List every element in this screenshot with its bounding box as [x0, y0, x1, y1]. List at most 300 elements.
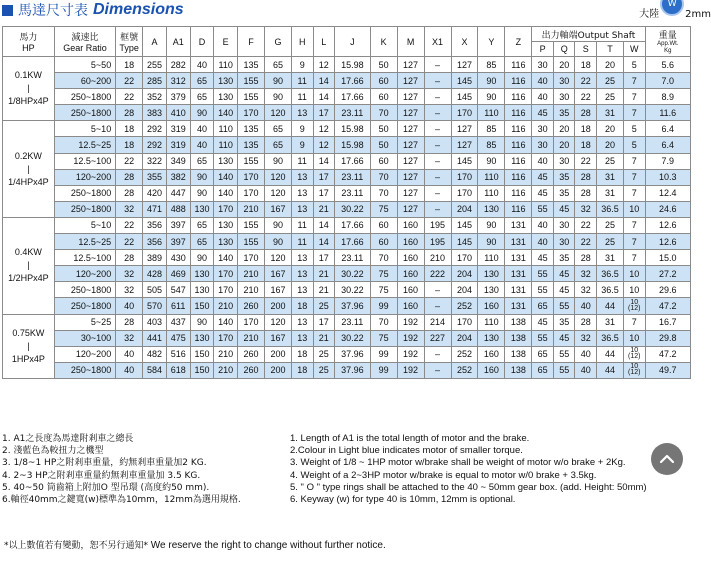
value-cell: 14 [313, 217, 335, 233]
value-cell: 127 [397, 169, 424, 185]
value-cell: 70 [370, 314, 397, 330]
value-cell: 32 [575, 266, 597, 282]
note-line: 5. " O " type rings shall be attached to the 40 ~ 50mm gear box. (add. Height: 50mm) [290, 481, 647, 493]
value-cell: 37.96 [335, 362, 371, 378]
value-cell: 90 [478, 89, 505, 105]
value-cell: 155 [238, 217, 265, 233]
value-cell: 90 [478, 234, 505, 250]
value-cell: 65 [190, 217, 214, 233]
value-cell: 30.22 [335, 330, 371, 346]
value-cell: 22 [116, 73, 143, 89]
gear-ratio-cell: 250~1800 [54, 105, 115, 121]
gear-ratio-cell: 250~1800 [54, 282, 115, 298]
value-cell: 25 [597, 234, 624, 250]
value-cell: 319 [166, 121, 190, 137]
col-letter: K [370, 27, 397, 57]
value-cell: 210 [238, 201, 265, 217]
value-cell: 131 [505, 282, 532, 298]
value-cell: 127 [451, 57, 478, 73]
value-cell: 252 [451, 362, 478, 378]
value-cell: 40 [532, 217, 554, 233]
value-cell: 11 [291, 217, 313, 233]
value-cell: 28 [116, 105, 143, 121]
value-cell: 120 [264, 314, 291, 330]
value-cell: 150 [190, 362, 214, 378]
table-row [3, 266, 691, 282]
value-cell: 49.7 [645, 362, 690, 378]
chevron-up-icon [659, 454, 675, 464]
value-cell: 13 [291, 314, 313, 330]
value-cell: 110 [214, 121, 238, 137]
value-cell: 10.3 [645, 169, 690, 185]
value-cell: 13 [291, 169, 313, 185]
value-cell: 23.11 [335, 169, 371, 185]
value-cell: 170 [451, 314, 478, 330]
value-cell: 210 [214, 298, 238, 314]
value-cell: 110 [478, 250, 505, 266]
value-cell: 40 [116, 298, 143, 314]
value-cell: 90 [190, 250, 214, 266]
hp-line: 0.1KW [14, 70, 42, 81]
footer-cn: *以上數值若有變動，恕不另行通知* [4, 541, 149, 551]
value-cell: 90 [264, 217, 291, 233]
value-cell: 7 [624, 234, 646, 250]
value-cell: 14 [313, 234, 335, 250]
value-cell: 127 [397, 201, 424, 217]
value-cell: 120 [264, 250, 291, 266]
table-row [3, 217, 691, 233]
note-line: 6.軸徑40mm之鍵寬(w)標準為10mm，12mm為選用規格. [2, 495, 241, 506]
col-shaft-letter: P [532, 42, 554, 57]
value-cell: 135 [238, 137, 265, 153]
table-row [3, 73, 691, 89]
w-badge-icon: W [660, 0, 684, 16]
value-cell: 32 [116, 201, 143, 217]
value-cell: 8.9 [645, 89, 690, 105]
hp-line: | [27, 340, 30, 351]
value-cell: 210 [238, 282, 265, 298]
table-row [3, 298, 691, 314]
value-cell: 18 [575, 57, 597, 73]
value-cell: 110 [214, 57, 238, 73]
hp-cell [3, 217, 55, 314]
value-cell: 30 [532, 121, 554, 137]
table-row [3, 105, 691, 121]
value-cell: – [424, 298, 451, 314]
value-cell: 145 [451, 73, 478, 89]
value-cell: 138 [505, 330, 532, 346]
value-cell: 120 [264, 185, 291, 201]
value-cell: 130 [190, 266, 214, 282]
value-cell: 437 [166, 314, 190, 330]
value-cell: 7 [624, 250, 646, 266]
value-cell: 65 [190, 89, 214, 105]
value-cell: 204 [451, 330, 478, 346]
value-cell: 150 [190, 298, 214, 314]
table-row [3, 169, 691, 185]
value-cell: 116 [505, 153, 532, 169]
value-cell: 21 [313, 266, 335, 282]
value-cell: 28 [116, 250, 143, 266]
value-cell: 15.0 [645, 250, 690, 266]
value-cell: 45 [553, 282, 575, 298]
value-cell: 11 [291, 153, 313, 169]
value-cell: 260 [238, 362, 265, 378]
value-cell: 40 [575, 362, 597, 378]
value-cell: 200 [264, 362, 291, 378]
gear-ratio-cell: 5~10 [54, 217, 115, 233]
value-cell: 356 [143, 234, 167, 250]
table-row [3, 250, 691, 266]
value-cell: 22 [575, 234, 597, 250]
value-cell: 20 [597, 57, 624, 73]
value-cell: 55 [553, 362, 575, 378]
col-shaft-letter: S [575, 42, 597, 57]
value-cell: 70 [370, 105, 397, 121]
corner-note [639, 0, 711, 20]
value-cell: 145 [451, 89, 478, 105]
value-cell: 25 [597, 73, 624, 89]
gear-ratio-cell: 250~1800 [54, 201, 115, 217]
corner-suffix: 2mm [685, 9, 711, 20]
value-cell: 18 [291, 298, 313, 314]
note-line: 6. Keyway (w) for type 40 is 10mm, 12mm is optional. [290, 494, 516, 506]
value-cell: 516 [166, 346, 190, 362]
value-cell: 155 [238, 234, 265, 250]
table-row [3, 57, 691, 73]
value-cell: 12.4 [645, 185, 690, 201]
value-cell: 45 [532, 314, 554, 330]
value-cell: 55 [553, 298, 575, 314]
gear-ratio-cell: 120~200 [54, 169, 115, 185]
table-row [3, 121, 691, 137]
gear-ratio-cell: 120~200 [54, 346, 115, 362]
value-cell: 31 [597, 105, 624, 121]
value-cell: 7 [624, 185, 646, 201]
gear-ratio-cell: 5~50 [54, 57, 115, 73]
value-cell: 7 [624, 314, 646, 330]
value-cell: 116 [505, 137, 532, 153]
value-cell: 192 [397, 346, 424, 362]
value-cell: 135 [238, 121, 265, 137]
value-cell: 170 [238, 314, 265, 330]
value-cell: 138 [505, 314, 532, 330]
hp-line: | [27, 163, 30, 174]
value-cell: 130 [214, 234, 238, 250]
value-cell: 90 [264, 73, 291, 89]
value-cell: 18 [116, 137, 143, 153]
col-letter: A [143, 27, 167, 57]
title-square-icon [2, 5, 13, 16]
value-cell: 145 [451, 153, 478, 169]
value-cell: 14 [313, 89, 335, 105]
value-cell: 155 [238, 153, 265, 169]
value-cell: 90 [264, 234, 291, 250]
value-cell: 22 [575, 73, 597, 89]
value-cell: 40 [532, 89, 554, 105]
value-cell: 16.7 [645, 314, 690, 330]
value-cell: 285 [143, 73, 167, 89]
value-cell: 45 [553, 266, 575, 282]
value-cell: 65 [190, 234, 214, 250]
value-cell: 37.96 [335, 298, 371, 314]
note-line: 1. A1之長度為馬達附剎車之總長 [2, 434, 134, 444]
value-cell: 28 [116, 169, 143, 185]
gear-ratio-cell: 250~1800 [54, 362, 115, 378]
value-cell: 18 [116, 121, 143, 137]
value-cell: 195 [424, 217, 451, 233]
value-cell: 65 [190, 73, 214, 89]
value-cell: 192 [397, 314, 424, 330]
value-cell: 352 [143, 89, 167, 105]
value-cell: 24.6 [645, 201, 690, 217]
value-cell: 17.66 [335, 217, 371, 233]
hp-cell [3, 314, 55, 378]
col-letter: Y [478, 27, 505, 57]
value-cell: 5 [624, 57, 646, 73]
value-cell: 85 [478, 57, 505, 73]
value-cell: 355 [143, 169, 167, 185]
value-cell: 99 [370, 346, 397, 362]
value-cell: 160 [397, 266, 424, 282]
value-cell: 170 [451, 105, 478, 121]
hp-line: 0.4KW [14, 247, 42, 258]
value-cell: 260 [238, 298, 265, 314]
value-cell: 50 [370, 121, 397, 137]
value-cell: 99 [370, 362, 397, 378]
value-cell: 138 [505, 346, 532, 362]
note-line: 2.Colour in Light blue indicates motor of smaller torque. [290, 445, 523, 457]
value-cell: 131 [505, 234, 532, 250]
value-cell: 50 [370, 57, 397, 73]
value-cell: 9 [291, 137, 313, 153]
value-cell: 40 [575, 298, 597, 314]
value-cell: 282 [166, 57, 190, 73]
value-cell: 30 [532, 57, 554, 73]
value-cell: 22 [575, 217, 597, 233]
value-cell: 447 [166, 185, 190, 201]
value-cell: 260 [238, 346, 265, 362]
value-cell: 17 [313, 185, 335, 201]
notes-english [290, 433, 647, 506]
col-letter: X1 [424, 27, 451, 57]
value-cell: 45 [532, 250, 554, 266]
value-cell: 32 [116, 266, 143, 282]
value-cell: 130 [214, 217, 238, 233]
value-cell: 60 [370, 73, 397, 89]
value-cell: 204 [451, 201, 478, 217]
value-cell: 140 [214, 250, 238, 266]
value-cell: 85 [478, 121, 505, 137]
value-cell: 222 [424, 266, 451, 282]
value-cell: 210 [238, 330, 265, 346]
col-letter: Z [505, 27, 532, 57]
note-line: 1. Length of A1 is the total length of motor and the brake. [290, 433, 530, 444]
value-cell: 130 [190, 282, 214, 298]
value-cell: 25 [597, 217, 624, 233]
value-cell: 505 [143, 282, 167, 298]
value-cell: 441 [143, 330, 167, 346]
value-cell: 570 [143, 298, 167, 314]
value-cell: 15.98 [335, 57, 371, 73]
value-cell: 356 [143, 217, 167, 233]
value-cell: – [424, 57, 451, 73]
value-cell: 11 [291, 73, 313, 89]
value-cell: 17.66 [335, 234, 371, 250]
value-cell: 30.22 [335, 201, 371, 217]
value-cell: – [424, 89, 451, 105]
value-cell: 214 [424, 314, 451, 330]
value-cell: 90 [190, 105, 214, 121]
gear-ratio-cell: 30~100 [54, 330, 115, 346]
value-cell: 482 [143, 346, 167, 362]
value-cell: 584 [143, 362, 167, 378]
value-cell: 140 [214, 169, 238, 185]
value-cell: 25 [313, 298, 335, 314]
value-cell [624, 362, 646, 378]
value-cell: 40 [116, 362, 143, 378]
value-cell: 110 [214, 137, 238, 153]
value-cell: 23.11 [335, 185, 371, 201]
hp-cell [3, 121, 55, 218]
value-cell: 30.22 [335, 266, 371, 282]
col-letter: A1 [166, 27, 190, 57]
value-cell: 252 [451, 346, 478, 362]
value-cell: 20 [553, 121, 575, 137]
scroll-to-top-button[interactable] [651, 443, 683, 475]
value-cell: 135 [238, 57, 265, 73]
note-line: 3. Weight of 1/8 ~ 1HP motor w/brake shall be weight of motor w/o brake + 2Kg. [290, 457, 626, 469]
value-cell: 90 [478, 217, 505, 233]
value-cell: 90 [264, 153, 291, 169]
hp-line: 1HPx4P [11, 353, 45, 364]
gear-ratio-cell: 5~10 [54, 121, 115, 137]
value-cell: 99 [370, 298, 397, 314]
value-cell: 12 [313, 137, 335, 153]
value-cell: 116 [505, 105, 532, 121]
value-cell: 170 [451, 169, 478, 185]
col-letter: L [313, 27, 335, 57]
value-cell: 170 [214, 266, 238, 282]
value-cell: 131 [505, 217, 532, 233]
value-cell: 40 [532, 153, 554, 169]
hp-line: | [27, 83, 30, 94]
value-cell: 150 [190, 346, 214, 362]
value-cell: 420 [143, 185, 167, 201]
value-cell: 5.6 [645, 57, 690, 73]
value-cell: 170 [238, 105, 265, 121]
value-cell: 11 [291, 234, 313, 250]
value-cell: 90 [264, 89, 291, 105]
value-cell: 90 [478, 153, 505, 169]
col-letter: M [397, 27, 424, 57]
value-cell: 36.5 [597, 330, 624, 346]
keyway-width-values: 10 (12) [628, 347, 641, 361]
value-cell: 55 [532, 330, 554, 346]
gear-ratio-cell: 12.5~25 [54, 137, 115, 153]
value-cell: – [424, 346, 451, 362]
note-line: 3. 1/8~1 HP之附剎車重量，約無剎車重量加2 KG. [2, 458, 207, 469]
value-cell: 31 [597, 185, 624, 201]
value-cell: 116 [505, 89, 532, 105]
value-cell: 13 [291, 282, 313, 298]
hp-line: 0.2KW [14, 150, 42, 161]
value-cell: 17 [313, 314, 335, 330]
value-cell: 140 [214, 185, 238, 201]
value-cell: 65 [264, 57, 291, 73]
value-cell: 30.22 [335, 282, 371, 298]
table-row [3, 89, 691, 105]
value-cell: – [424, 105, 451, 121]
col-letter: F [238, 27, 265, 57]
value-cell: 28 [116, 314, 143, 330]
value-cell: 200 [264, 298, 291, 314]
value-cell: 379 [166, 89, 190, 105]
value-cell: 13 [291, 330, 313, 346]
value-cell: 255 [143, 57, 167, 73]
value-cell: 167 [264, 201, 291, 217]
value-cell: 17.66 [335, 89, 371, 105]
col-letter: G [264, 27, 291, 57]
value-cell: 319 [166, 137, 190, 153]
note-line: 5. 40~50 筒齒箱上附加O 型吊環 (高度約50 mm). [2, 482, 210, 493]
value-cell: 10 [624, 282, 646, 298]
value-cell: 389 [143, 250, 167, 266]
col-letter: X [451, 27, 478, 57]
value-cell: 130 [478, 201, 505, 217]
table-row [3, 201, 691, 217]
value-cell: 10 [624, 266, 646, 282]
value-cell: 22 [575, 153, 597, 169]
value-cell: 75 [370, 282, 397, 298]
value-cell: 31 [597, 314, 624, 330]
value-cell: 167 [264, 266, 291, 282]
value-cell: 13 [291, 105, 313, 121]
value-cell: 127 [397, 57, 424, 73]
value-cell: 47.2 [645, 298, 690, 314]
note-line: 4. 2~3 HP之附剎車重量約無剎車重量加 3.5 KG. [2, 470, 201, 481]
value-cell: 127 [397, 73, 424, 89]
value-cell: 23.11 [335, 250, 371, 266]
value-cell: 37.96 [335, 346, 371, 362]
value-cell: 28 [575, 169, 597, 185]
value-cell: 210 [238, 266, 265, 282]
value-cell: 127 [397, 137, 424, 153]
value-cell: 7 [624, 73, 646, 89]
value-cell: 611 [166, 298, 190, 314]
gear-ratio-cell: 12.5~100 [54, 250, 115, 266]
value-cell: 160 [397, 217, 424, 233]
value-cell: 127 [397, 153, 424, 169]
col-letter: E [214, 27, 238, 57]
value-cell: 210 [214, 346, 238, 362]
hp-line: 1/4HPx4P [8, 176, 49, 187]
value-cell: 44 [597, 298, 624, 314]
value-cell: 160 [478, 346, 505, 362]
value-cell: 25 [313, 362, 335, 378]
value-cell: 14 [313, 73, 335, 89]
title-cn: 馬達尺寸表 [18, 3, 88, 19]
value-cell: 131 [505, 250, 532, 266]
value-cell: 7 [624, 105, 646, 121]
value-cell [624, 298, 646, 314]
value-cell: 130 [478, 330, 505, 346]
value-cell: 30 [532, 137, 554, 153]
value-cell: 120 [264, 169, 291, 185]
value-cell: 90 [190, 169, 214, 185]
table-row [3, 346, 691, 362]
value-cell: 30 [553, 153, 575, 169]
